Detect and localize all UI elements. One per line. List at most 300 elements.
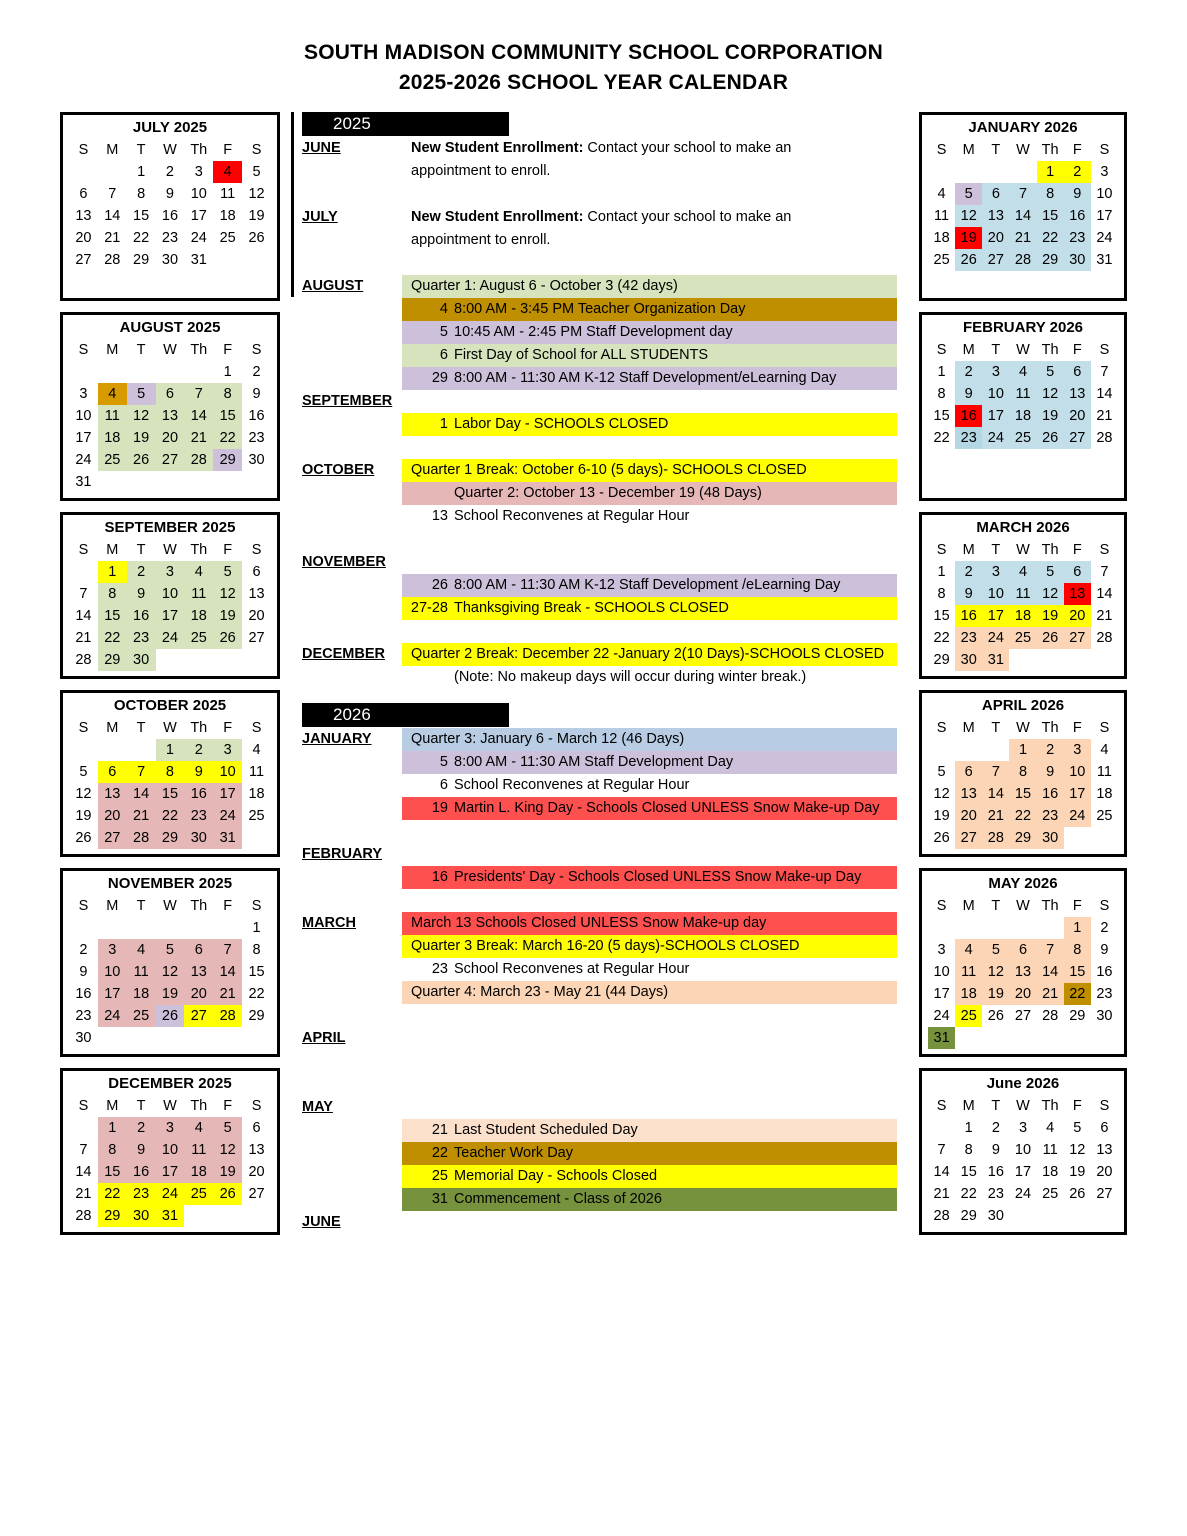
day-cell[interactable]: 23 — [955, 627, 982, 649]
day-cell[interactable]: 19 — [933, 808, 950, 824]
day-cell[interactable]: 13 — [98, 783, 127, 805]
day-cell[interactable]: 2 — [1037, 739, 1064, 761]
day-cell[interactable]: 3 — [937, 942, 946, 958]
day-cell[interactable]: 27 — [156, 449, 185, 471]
day-cell[interactable]: 5 — [955, 183, 982, 205]
day-cell[interactable]: 1 — [937, 564, 946, 580]
day-cell[interactable]: 9 — [1037, 761, 1064, 783]
day-cell[interactable]: 24 — [933, 1008, 950, 1024]
day-cell[interactable]: 3 — [194, 164, 203, 180]
day-cell[interactable]: 22 — [1037, 227, 1064, 249]
day-cell[interactable]: 21 — [75, 630, 92, 646]
day-cell[interactable]: 5 — [1037, 561, 1064, 583]
day-cell[interactable]: 7 — [79, 586, 88, 602]
day-cell[interactable]: 26 — [1037, 427, 1064, 449]
day-cell[interactable]: 7 — [982, 761, 1009, 783]
day-cell[interactable]: 13 — [982, 205, 1009, 227]
day-cell[interactable]: 9 — [165, 186, 174, 202]
day-cell[interactable]: 28 — [184, 449, 213, 471]
day-cell[interactable]: 22 — [156, 805, 185, 827]
day-cell[interactable]: 25 — [127, 1005, 156, 1027]
day-cell[interactable]: 30 — [1064, 249, 1091, 271]
day-cell[interactable]: 16 — [955, 405, 982, 427]
day-cell[interactable]: 20 — [982, 227, 1009, 249]
day-cell[interactable]: 13 — [1064, 583, 1091, 605]
day-cell[interactable]: 9 — [184, 761, 213, 783]
day-cell[interactable]: 21 — [127, 805, 156, 827]
day-cell[interactable]: 11 — [220, 186, 236, 202]
day-cell[interactable]: 3 — [1018, 1120, 1028, 1136]
day-cell[interactable]: 23 — [127, 627, 156, 649]
day-cell[interactable]: 13 — [75, 208, 92, 224]
day-cell[interactable]: 10 — [213, 761, 242, 783]
day-cell[interactable]: 6 — [1064, 361, 1091, 383]
day-cell[interactable]: 24 — [98, 1005, 127, 1027]
day-cell[interactable]: 27 — [1014, 1008, 1032, 1024]
day-cell[interactable]: 7 — [79, 1142, 88, 1158]
day-cell[interactable]: 5 — [1073, 1120, 1082, 1136]
day-cell[interactable]: 27 — [1096, 1186, 1113, 1202]
day-cell[interactable]: 23 — [1064, 227, 1091, 249]
day-cell[interactable]: 5 — [982, 939, 1009, 961]
day-cell[interactable]: 6 — [156, 383, 185, 405]
day-cell[interactable]: 22 — [933, 430, 950, 446]
day-cell[interactable]: 29 — [156, 827, 185, 849]
day-cell[interactable]: 26 — [1037, 627, 1064, 649]
day-cell[interactable]: 25 — [1009, 627, 1036, 649]
day-cell[interactable]: 31 — [156, 1205, 185, 1227]
day-cell[interactable]: 12 — [248, 186, 265, 202]
day-cell[interactable]: 2 — [955, 361, 982, 383]
day-cell[interactable]: 30 — [127, 1205, 156, 1227]
day-cell[interactable]: 8 — [1037, 183, 1064, 205]
day-cell[interactable]: 10 — [1064, 761, 1091, 783]
day-cell[interactable]: 13 — [1096, 1142, 1113, 1158]
day-cell[interactable]: 15 — [1064, 961, 1091, 983]
day-cell[interactable]: 27 — [1064, 627, 1091, 649]
day-cell[interactable]: 6 — [1100, 1120, 1109, 1136]
day-cell[interactable]: 11 — [184, 1139, 213, 1161]
day-cell[interactable]: 2 — [127, 1117, 156, 1139]
day-cell[interactable]: 2 — [165, 164, 174, 180]
day-cell[interactable]: 29 — [1037, 249, 1064, 271]
day-cell[interactable]: 19 — [213, 605, 242, 627]
day-cell[interactable]: 2 — [252, 364, 261, 380]
day-cell[interactable]: 11 — [98, 405, 127, 427]
day-cell[interactable]: 3 — [98, 939, 127, 961]
day-cell[interactable]: 20 — [248, 608, 265, 624]
day-cell[interactable]: 20 — [1096, 1164, 1113, 1180]
day-cell[interactable]: 29 — [1069, 1008, 1086, 1024]
day-cell[interactable]: 27 — [982, 249, 1009, 271]
day-cell[interactable]: 12 — [127, 405, 156, 427]
day-cell[interactable]: 8 — [937, 386, 946, 402]
day-cell[interactable]: 16 — [1064, 205, 1091, 227]
day-cell[interactable]: 18 — [184, 1161, 213, 1183]
day-cell[interactable]: 17 — [213, 783, 242, 805]
day-cell[interactable]: 3 — [213, 739, 242, 761]
day-cell[interactable]: 12 — [75, 786, 92, 802]
day-cell[interactable]: 13 — [156, 405, 185, 427]
day-cell[interactable]: 9 — [79, 964, 88, 980]
day-cell[interactable]: 4 — [1100, 742, 1109, 758]
day-cell[interactable]: 10 — [933, 964, 950, 980]
day-cell[interactable]: 18 — [98, 427, 127, 449]
day-cell[interactable]: 26 — [248, 230, 265, 246]
day-cell[interactable]: 17 — [190, 208, 207, 224]
day-cell[interactable]: 25 — [1009, 427, 1036, 449]
day-cell[interactable]: 14 — [1096, 386, 1113, 402]
day-cell[interactable]: 24 — [1096, 230, 1113, 246]
day-cell[interactable]: 7 — [184, 383, 213, 405]
day-cell[interactable]: 14 — [75, 608, 92, 624]
day-cell[interactable]: 6 — [79, 186, 88, 202]
day-cell[interactable]: 21 — [213, 983, 242, 1005]
day-cell[interactable]: 15 — [1009, 783, 1036, 805]
day-cell[interactable]: 6 — [955, 761, 982, 783]
day-cell[interactable]: 27 — [184, 1005, 213, 1027]
day-cell[interactable]: 18 — [1009, 405, 1036, 427]
day-cell[interactable]: 4 — [252, 742, 261, 758]
day-cell[interactable]: 6 — [252, 564, 261, 580]
day-cell[interactable]: 24 — [156, 1183, 185, 1205]
day-cell[interactable]: 4 — [184, 561, 213, 583]
day-cell[interactable]: 19 — [127, 427, 156, 449]
day-cell[interactable]: 26 — [156, 1005, 185, 1027]
day-cell[interactable]: 15 — [960, 1164, 977, 1180]
day-cell[interactable]: 4 — [1009, 561, 1036, 583]
day-cell[interactable]: 12 — [982, 961, 1009, 983]
day-cell[interactable]: 25 — [184, 627, 213, 649]
day-cell[interactable]: 16 — [955, 605, 982, 627]
day-cell[interactable]: 9 — [1100, 942, 1109, 958]
day-cell[interactable]: 15 — [1037, 205, 1064, 227]
day-cell[interactable]: 26 — [1069, 1186, 1086, 1202]
day-cell[interactable]: 20 — [1009, 983, 1036, 1005]
day-cell[interactable]: 12 — [156, 961, 185, 983]
day-cell[interactable]: 11 — [127, 961, 156, 983]
day-cell[interactable]: 3 — [982, 561, 1009, 583]
day-cell[interactable]: 27 — [1064, 427, 1091, 449]
day-cell[interactable]: 4 — [1046, 1120, 1055, 1136]
day-cell[interactable]: 22 — [248, 986, 265, 1002]
day-cell[interactable]: 27 — [75, 252, 92, 268]
day-cell[interactable]: 26 — [127, 449, 156, 471]
day-cell[interactable]: 6 — [1064, 561, 1091, 583]
day-cell[interactable]: 6 — [184, 939, 213, 961]
day-cell[interactable]: 23 — [161, 230, 179, 246]
day-cell[interactable]: 14 — [1009, 205, 1036, 227]
day-cell[interactable]: 29 — [933, 652, 950, 668]
day-cell[interactable]: 18 — [1042, 1164, 1059, 1180]
day-cell[interactable]: 25 — [219, 230, 236, 246]
day-cell[interactable]: 8 — [213, 383, 242, 405]
day-cell[interactable]: 29 — [1009, 827, 1036, 849]
day-cell[interactable]: 28 — [933, 1208, 950, 1224]
day-cell[interactable]: 28 — [104, 252, 121, 268]
day-cell[interactable]: 8 — [98, 1139, 127, 1161]
day-cell[interactable]: 14 — [127, 783, 156, 805]
day-cell[interactable]: 4 — [127, 939, 156, 961]
day-cell[interactable]: 28 — [127, 827, 156, 849]
day-cell[interactable]: 27 — [248, 1186, 265, 1202]
day-cell[interactable]: 17 — [75, 430, 92, 446]
day-cell[interactable]: 29 — [98, 1205, 127, 1227]
day-cell[interactable]: 23 — [955, 427, 982, 449]
day-cell[interactable]: 23 — [75, 1008, 92, 1024]
day-cell[interactable]: 21 — [184, 427, 213, 449]
day-cell[interactable]: 17 — [1064, 783, 1091, 805]
day-cell[interactable]: 18 — [219, 208, 236, 224]
day-cell[interactable]: 26 — [987, 1008, 1004, 1024]
day-cell[interactable]: 7 — [1037, 939, 1064, 961]
day-cell[interactable]: 21 — [1037, 983, 1064, 1005]
day-cell[interactable]: 15 — [98, 605, 127, 627]
day-cell[interactable]: 24 — [982, 427, 1009, 449]
day-cell[interactable]: 10 — [1096, 186, 1113, 202]
day-cell[interactable]: 10 — [75, 408, 92, 424]
day-cell[interactable]: 3 — [982, 361, 1009, 383]
day-cell[interactable]: 16 — [127, 605, 156, 627]
day-cell[interactable]: 3 — [156, 561, 185, 583]
day-cell[interactable]: 6 — [98, 761, 127, 783]
day-cell[interactable]: 30 — [75, 1030, 92, 1046]
day-cell[interactable]: 12 — [1069, 1142, 1086, 1158]
day-cell[interactable]: 15 — [156, 783, 185, 805]
day-cell[interactable]: 10 — [98, 961, 127, 983]
day-cell[interactable]: 12 — [933, 786, 950, 802]
day-cell[interactable]: 17 — [982, 405, 1009, 427]
day-cell[interactable]: 31 — [928, 1027, 955, 1049]
day-cell[interactable]: 10 — [190, 186, 207, 202]
day-cell[interactable]: 11 — [955, 961, 982, 983]
day-cell[interactable]: 20 — [75, 230, 92, 246]
day-cell[interactable]: 22 — [1064, 983, 1091, 1005]
day-cell[interactable]: 19 — [982, 983, 1009, 1005]
day-cell[interactable]: 23 — [1096, 986, 1113, 1002]
day-cell[interactable]: 25 — [184, 1183, 213, 1205]
day-cell[interactable]: 6 — [982, 183, 1009, 205]
day-cell[interactable]: 2 — [1100, 920, 1109, 936]
day-cell[interactable]: 17 — [933, 986, 950, 1002]
day-cell[interactable]: 21 — [1096, 408, 1113, 424]
day-cell[interactable]: 29 — [248, 1008, 265, 1024]
day-cell[interactable]: 7 — [1009, 183, 1036, 205]
day-cell[interactable]: 30 — [955, 649, 982, 671]
day-cell[interactable]: 25 — [955, 1005, 982, 1027]
day-cell[interactable]: 20 — [98, 805, 127, 827]
day-cell[interactable]: 1 — [937, 364, 946, 380]
day-cell[interactable]: 11 — [249, 764, 265, 780]
day-cell[interactable]: 10 — [1014, 1142, 1032, 1158]
day-cell[interactable]: 8 — [137, 186, 146, 202]
day-cell[interactable]: 29 — [98, 649, 127, 671]
day-cell[interactable]: 24 — [213, 805, 242, 827]
day-cell[interactable]: 26 — [75, 830, 92, 846]
day-cell[interactable]: 3 — [156, 1117, 185, 1139]
day-cell[interactable]: 8 — [1009, 761, 1036, 783]
day-cell[interactable]: 1 — [1037, 161, 1064, 183]
day-cell[interactable]: 20 — [1064, 405, 1091, 427]
day-cell[interactable]: 31 — [982, 649, 1009, 671]
day-cell[interactable]: 13 — [1009, 961, 1036, 983]
day-cell[interactable]: 9 — [991, 1142, 1000, 1158]
day-cell[interactable]: 19 — [1037, 405, 1064, 427]
day-cell[interactable]: 24 — [1014, 1186, 1032, 1202]
day-cell[interactable]: 7 — [127, 761, 156, 783]
day-cell[interactable]: 8 — [1064, 939, 1091, 961]
day-cell[interactable]: 14 — [982, 783, 1009, 805]
day-cell[interactable]: 14 — [1096, 586, 1113, 602]
day-cell[interactable]: 7 — [1100, 564, 1109, 580]
day-cell[interactable]: 10 — [982, 383, 1009, 405]
day-cell[interactable]: 16 — [161, 208, 179, 224]
day-cell[interactable]: 15 — [133, 208, 150, 224]
day-cell[interactable]: 9 — [955, 383, 982, 405]
day-cell[interactable]: 16 — [127, 1161, 156, 1183]
day-cell[interactable]: 1 — [137, 164, 146, 180]
day-cell[interactable]: 8 — [937, 586, 946, 602]
day-cell[interactable]: 8 — [156, 761, 185, 783]
day-cell[interactable]: 21 — [104, 230, 121, 246]
day-cell[interactable]: 18 — [1009, 605, 1036, 627]
day-cell[interactable]: 3 — [1100, 164, 1109, 180]
day-cell[interactable]: 14 — [184, 405, 213, 427]
day-cell[interactable]: 7 — [108, 186, 117, 202]
day-cell[interactable]: 21 — [1096, 608, 1113, 624]
day-cell[interactable]: 7 — [213, 939, 242, 961]
day-cell[interactable]: 14 — [933, 1164, 950, 1180]
day-cell[interactable]: 24 — [75, 452, 92, 468]
day-cell[interactable]: 30 — [1096, 1008, 1113, 1024]
day-cell[interactable]: 22 — [98, 1183, 127, 1205]
day-cell[interactable]: 20 — [955, 805, 982, 827]
day-cell[interactable]: 19 — [955, 227, 982, 249]
day-cell[interactable]: 17 — [156, 1161, 185, 1183]
day-cell[interactable]: 18 — [248, 786, 265, 802]
day-cell[interactable]: 22 — [1009, 805, 1036, 827]
day-cell[interactable]: 4 — [1009, 361, 1036, 383]
day-cell[interactable]: 30 — [184, 827, 213, 849]
day-cell[interactable]: 25 — [1042, 1186, 1059, 1202]
day-cell[interactable]: 14 — [75, 1164, 92, 1180]
day-cell[interactable]: 22 — [933, 630, 950, 646]
day-cell[interactable]: 9 — [955, 583, 982, 605]
day-cell[interactable]: 15 — [248, 964, 265, 980]
day-cell[interactable]: 18 — [184, 605, 213, 627]
day-cell[interactable]: 2 — [184, 739, 213, 761]
day-cell[interactable]: 14 — [213, 961, 242, 983]
day-cell[interactable]: 30 — [1037, 827, 1064, 849]
day-cell[interactable]: 2 — [1064, 161, 1091, 183]
day-cell[interactable]: 23 — [184, 805, 213, 827]
day-cell[interactable]: 26 — [213, 627, 242, 649]
day-cell[interactable]: 11 — [1096, 764, 1112, 780]
day-cell[interactable]: 8 — [252, 942, 261, 958]
day-cell[interactable]: 25 — [248, 808, 265, 824]
day-cell[interactable]: 5 — [156, 939, 185, 961]
day-cell[interactable]: 19 — [1037, 605, 1064, 627]
day-cell[interactable]: 25 — [98, 449, 127, 471]
day-cell[interactable]: 16 — [184, 783, 213, 805]
day-cell[interactable]: 23 — [1037, 805, 1064, 827]
day-cell[interactable]: 30 — [987, 1208, 1004, 1224]
day-cell[interactable]: 22 — [133, 230, 150, 246]
day-cell[interactable]: 2 — [127, 561, 156, 583]
day-cell[interactable]: 20 — [156, 427, 185, 449]
day-cell[interactable]: 5 — [937, 764, 946, 780]
day-cell[interactable]: 4 — [955, 939, 982, 961]
day-cell[interactable]: 7 — [1100, 364, 1109, 380]
day-cell[interactable]: 31 — [1096, 252, 1113, 268]
day-cell[interactable]: 11 — [934, 208, 950, 224]
day-cell[interactable]: 31 — [75, 474, 92, 490]
day-cell[interactable]: 15 — [933, 608, 950, 624]
day-cell[interactable]: 7 — [937, 1142, 946, 1158]
day-cell[interactable]: 13 — [248, 1142, 265, 1158]
day-cell[interactable]: 20 — [248, 1164, 265, 1180]
day-cell[interactable]: 1 — [156, 739, 185, 761]
day-cell[interactable]: 5 — [79, 764, 88, 780]
day-cell[interactable]: 29 — [213, 449, 242, 471]
day-cell[interactable]: 21 — [982, 805, 1009, 827]
day-cell[interactable]: 16 — [75, 986, 92, 1002]
day-cell[interactable]: 2 — [955, 561, 982, 583]
day-cell[interactable]: 12 — [1037, 583, 1064, 605]
day-cell[interactable]: 31 — [190, 252, 207, 268]
day-cell[interactable]: 9 — [127, 583, 156, 605]
day-cell[interactable]: 1 — [223, 364, 232, 380]
day-cell[interactable]: 22 — [98, 627, 127, 649]
day-cell[interactable]: 6 — [252, 1120, 261, 1136]
day-cell[interactable]: 11 — [1009, 383, 1036, 405]
day-cell[interactable]: 23 — [987, 1186, 1004, 1202]
day-cell[interactable]: 4 — [98, 383, 127, 405]
day-cell[interactable]: 26 — [213, 1183, 242, 1205]
day-cell[interactable]: 16 — [248, 408, 265, 424]
day-cell[interactable]: 21 — [933, 1186, 950, 1202]
day-cell[interactable]: 30 — [161, 252, 179, 268]
day-cell[interactable]: 19 — [75, 808, 92, 824]
day-cell[interactable]: 13 — [248, 586, 265, 602]
day-cell[interactable]: 1 — [98, 1117, 127, 1139]
day-cell[interactable]: 28 — [982, 827, 1009, 849]
day-cell[interactable]: 18 — [933, 230, 950, 246]
day-cell[interactable]: 24 — [190, 230, 207, 246]
day-cell[interactable]: 28 — [1009, 249, 1036, 271]
day-cell[interactable]: 9 — [127, 1139, 156, 1161]
day-cell[interactable]: 23 — [127, 1183, 156, 1205]
day-cell[interactable]: 9 — [252, 386, 261, 402]
day-cell[interactable]: 26 — [933, 830, 950, 846]
day-cell[interactable]: 2 — [991, 1120, 1000, 1136]
day-cell[interactable]: 17 — [982, 605, 1009, 627]
day-cell[interactable]: 5 — [213, 1117, 242, 1139]
day-cell[interactable]: 14 — [1037, 961, 1064, 983]
day-cell[interactable]: 1 — [252, 920, 261, 936]
day-cell[interactable]: 4 — [184, 1117, 213, 1139]
day-cell[interactable]: 25 — [933, 252, 950, 268]
day-cell[interactable]: 3 — [79, 386, 88, 402]
day-cell[interactable]: 19 — [213, 1161, 242, 1183]
day-cell[interactable]: 19 — [248, 208, 265, 224]
day-cell[interactable]: 23 — [248, 430, 265, 446]
day-cell[interactable]: 20 — [1064, 605, 1091, 627]
day-cell[interactable]: 1 — [1009, 739, 1036, 761]
day-cell[interactable]: 12 — [955, 205, 982, 227]
day-cell[interactable]: 1 — [964, 1120, 973, 1136]
day-cell[interactable]: 3 — [1064, 739, 1091, 761]
